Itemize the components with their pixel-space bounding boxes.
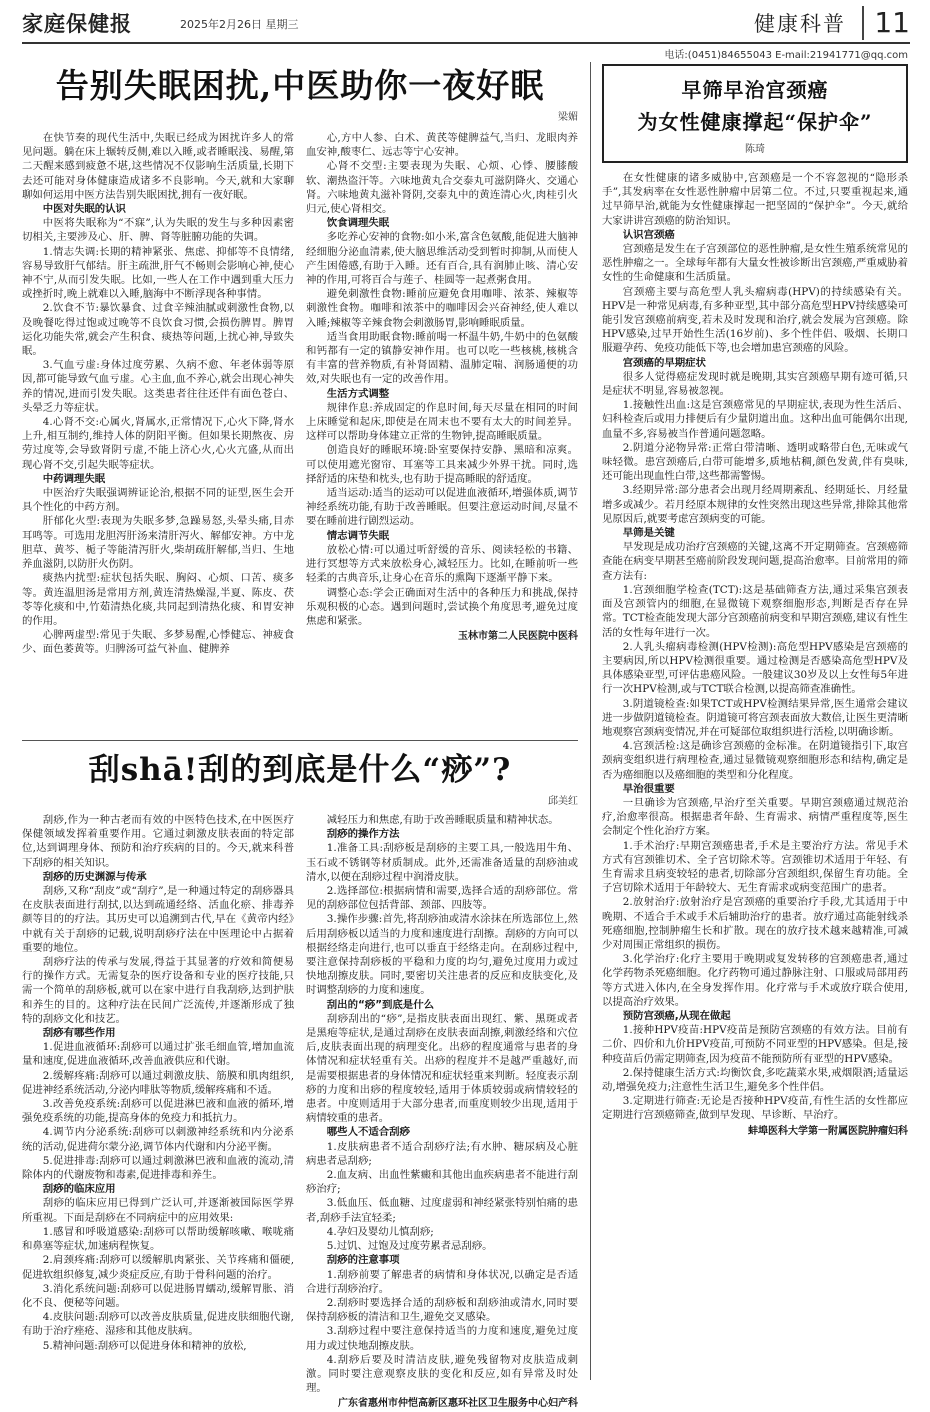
article-title: 告别失眠困扰,中医助你一夜好眠 — [55, 66, 545, 105]
paragraph: 1.接种HPV疫苗:HPV疫苗是预防宫颈癌的有效方法。目前有二价、四价和九价HPV疫苗,可预防不同亚型的HPV感染。但是,接种疫苗后仍需定期筛查,因为疫苗不能预防所有亚型的HPV感染。 — [602, 1024, 908, 1065]
article-guasha — [22, 748, 578, 1410]
paragraph: 2.阴道分泌物异常:正常白带清晰、透明或略带白色,无味或气味轻微。患宫颈癌后,白带可能增多,质地枯稠,颜色发黄,伴有臭味,还可能出现血性白带,这些都需警惕。 — [602, 441, 908, 483]
paragraph: 2.刮痧时要选择合适的刮痧板和刮痧油或清水,同时要保持刮痧板的清洁和卫生,避免交叉感染。 — [306, 1296, 578, 1324]
article-cervical-cancer — [602, 64, 908, 1380]
paragraph: 4.刮痧后要及时清洁皮肤,避免残留物对皮肤造成刺激。同时要注意观察皮肤的变化和反应,如有异常及时处理。 — [306, 1353, 578, 1395]
article-title-line: 为女性健康撑起“保护伞” — [637, 110, 873, 134]
paragraph: 4.宫颈活检:这是确诊宫颈癌的金标准。在阴道镜指引下,取宫颈病变组织进行病理检查,通过显微镜观察细胞形态和结构,确定是否为癌细胞以及癌细胞的类型和分化程度。 — [602, 740, 908, 781]
paragraph: 3.消化系统问题:刮痧可以促进肠胃蠕动,缓解胃胀、消化不良、便秘等问题。 — [22, 1282, 294, 1309]
article-insomnia — [22, 64, 578, 722]
paragraph: 肝郁化火型:表现为失眠多梦,急躁易怒,头晕头痛,目赤耳鸣等。可选用龙胆泻肝汤来清肝泻火、解郁安神。方中龙胆草、黄芩、栀子等能清泻肝火,柴胡疏肝解郁,当归、生地养血滋阴,以防肝火伤阴。 — [22, 515, 294, 571]
article-title: 刮shā!刮的到底是什么“痧”? — [88, 752, 512, 788]
paragraph: 4.皮肤问题:刮痧可以改善皮肤质量,促进皮肤细胞代谢,有助于治疗痤疮、湿疹和其他皮肤病。 — [22, 1311, 294, 1338]
paragraph: 3.刮痧过程中要注意保持适当的力度和速度,避免过度用力或过快地刮擦皮肤。 — [306, 1325, 578, 1352]
article-column — [602, 171, 908, 1371]
subheading: 中医对失眠的认识 — [42, 203, 126, 216]
section-title: 健康科普 — [754, 12, 846, 36]
paragraph: 3.经期异常:部分患者会出现月经周期紊乱、经期延长、月经量增多或减少。若月经原本规律的女性突然出现这些异常,排除其他常见原因后,就要考虑宫颈病变的可能。 — [602, 484, 908, 525]
paragraph: 刮痧,作为一种古老而有效的中医特色技术,在中医医疗保健领域发挥着重要作用。它通过刺激皮肤表面的特定部位,达到调理身体、预防和治疗疾病的目的。今天,就来科普下刮痧的相关知识。 — [22, 814, 294, 869]
subheading: 刮痧的临床应用 — [42, 1183, 116, 1196]
article-column — [22, 813, 294, 1373]
paragraph: 1.促进血液循环:刮痧可以通过扩张毛细血管,增加血流量和速度,促进血液循环,改善血液供应和代谢。 — [22, 1041, 294, 1068]
paragraph: 1.宫颈细胞学检查(TCT):这是基础筛查方法,通过采集宫颈表面及宫颈管内的细胞,在显微镜下观察细胞形态,判断是否存在异常。TCT检查能发现大部分宫颈癌前病变和早期宫颈癌,建议有性生活的女性每年进行一次。 — [602, 583, 908, 639]
paragraph: 多吃养心安神的食物:如小米,富含色氨酸,能促进大脑神经细胞分泌血清素,使大脑思维活动受到暂时抑制,从而使人产生困倦感,有助于入睡。还有百合,具有润肺止咳、清心安神的作用,可将百合与莲子、桂圆等一起煮粥食用。 — [306, 231, 578, 287]
paragraph: 3.阴道镜检查:如果TCT或HPV检测结果异常,医生通常会建议进一步做阴道镜检查。阴道镜可将宫颈表面放大数倍,让医生更清晰地观察宫颈病变情况,并在可疑部位取组织进行活检,以明确诊断。 — [602, 697, 908, 738]
paragraph: 3.气血亏虚:身体过度劳累、久病不愈、年老体弱等原因,都可能导致气血亏虚。心主血,血不养心,就会出现心神失养的情况,进而引发失眠。这类患者往往还伴有面色苍白、头晕乏力等症状。 — [22, 359, 294, 414]
subheading: 刮痧的注意事项 — [326, 1254, 400, 1267]
paragraph: 适当运动:适当的运动可以促进血液循环,增强体质,调节神经系统功能,有助于改善睡眠。但要注意运动时间,尽量不要在睡前进行剧烈运动。 — [306, 487, 578, 528]
paragraph: 避免刺激性食物:睡前应避免食用咖啡、浓茶、辣椒等刺激性食物。咖啡和浓茶中的咖啡因会兴奋神经,使人难以入睡;辣椒等辛辣食物会刺激肠胃,影响睡眠质量。 — [306, 288, 578, 329]
masthead-rule — [22, 42, 910, 44]
paragraph: 痰热内扰型:症状包括失眠、胸闷、心烦、口苦、痰多等。黄连温胆汤是常用方剂,黄连清热燥湿,半夏、陈皮、茯苓等化痰和中,竹茹清热化痰,共同起到清热化痰、和胃安神的作用。 — [22, 572, 294, 627]
subheading: 情志调节失眠 — [326, 529, 390, 542]
subheading: 早治很重要 — [622, 782, 675, 795]
paragraph: 2.保持健康生活方式:均衡饮食,多吃蔬菜水果,戒烟限酒;适量运动,增强免疫力;注意性生活卫生,避免多个性伴侣。 — [602, 1066, 908, 1093]
paragraph: 中医治疗失眠强调辨证论治,根据不同的证型,医生会开具个性化的中药方剂。 — [22, 487, 294, 514]
paragraph: 一旦确诊为宫颈癌,早治疗至关重要。早期宫颈癌通过规范治疗,治愈率很高。根据患者年龄、生育需求、病情严重程度等,医生会制定个性化治疗方案。 — [602, 796, 908, 838]
subheading: 宫颈癌的早期症状 — [622, 356, 706, 369]
paragraph: 2.放射治疗:放射治疗是宫颈癌的重要治疗手段,尤其适用于中晚期、不适合手术或手术后辅助治疗的患者。放疗通过高能射线杀死癌细胞,控制肿瘤生长和扩散。现在的放疗技术越来越精准,可减少对周围正常组织的损伤。 — [602, 896, 908, 951]
paragraph: 适当食用助眠食物:睡前喝一杯温牛奶,牛奶中的色氨酸和钙都有一定的镇静安神作用。也可以吃一些核桃,核桃含有丰富的营养物质,有补肾固精、温肺定喘、润肠通便的功效,对失眠也有一定的改善作用。 — [306, 330, 578, 386]
paragraph: 放松心情:可以通过听舒缓的音乐、阅读轻松的书籍、进行冥想等方式来放松身心,减轻压力。比如,在睡前听一些轻柔的古典音乐,让身心在音乐的熏陶下逐渐平静下来。 — [306, 543, 578, 585]
subheading: 预防宫颈癌,从现在做起 — [622, 1009, 731, 1022]
paragraph: 2.缓解疼痛:刮痧可以通过刺激皮肤、筋膜和肌肉组织,促进神经系统活动,分泌内啡肽等物质,缓解疼痛和不适。 — [22, 1069, 294, 1096]
paragraph: 4.孕妇及婴幼儿慎刮痧; — [326, 1225, 434, 1238]
subheading: 生活方式调整 — [326, 387, 390, 400]
paragraph: 在女性健康的诸多威胁中,宫颈癌是一个不容忽视的“隐形杀手”,其发病率在女性恶性肿瘤中居第二位。不过,只要重视起来,通过早筛早治,就能为女性健康撑起一把坚固的“保护伞”。今天,就给大家讲讲宫颈癌的防治知识。 — [602, 172, 908, 227]
paragraph: 刮痧,又称“刮皮”或“刮疗”,是一种通过特定的刮痧器具在皮肤表面进行刮拭,以达到疏通经络、活血化瘀、排毒养颜等目的的疗法。其历史可以追溯到古代,早在《黄帝内经》中就有关于刮痧的记载,说明刮痧疗法在中医理论中占据着重要的地位。 — [22, 885, 294, 954]
paragraph: 3.操作步骤:首先,将刮痧油或清水涂抹在所选部位上,然后用刮痧板以适当的力度和速度进行刮擦。刮痧的方向可以根据经络走向进行,也可以垂直于经络走向。在刮痧过程中,要注意保持刮痧板的平稳和力度的均匀,避免过度用力或过快地刮擦皮肤。同时,要密切关注患者的反应和皮肤变化,及时调整刮痧的力度和速度。 — [306, 913, 578, 997]
paragraph: 1.准备工具:刮痧板是刮痧的主要工具,一般选用牛角、玉石或不锈钢等材质制成。此外,还需准备适量的刮痧油或清水,以便在刮痧过程中润滑皮肤。 — [306, 842, 578, 883]
paragraph: 2.人乳头瘤病毒检测(HPV检测):高危型HPV感染是宫颈癌的主要病因,所以HPV检测很重要。通过检测是否感染高危型HPV及具体感染亚型,可评估患癌风险。一般建议30岁及以上女性每5年进行一次HPV检测,或与TCT联合检测,以提高筛查准确性。 — [602, 640, 908, 696]
paragraph: 减轻压力和焦虑,有助于改善睡眠质量和精神状态。 — [326, 814, 559, 826]
paragraph: 4.调节内分泌系统:刮痧可以刺激神经系统和内分泌系统的活动,促进荷尔蒙分泌,调节体内代谢和内分泌平衡。 — [22, 1126, 294, 1153]
paragraph: 3.定期进行筛查:无论是否接种HPV疫苗,有性生活的女性都应定期进行宫颈癌筛查,做到早发现、早诊断、早治疗。 — [602, 1095, 908, 1122]
paragraph: 心脾两虚型:常见于失眠、多梦易醒,心悸健忘、神疲食少、面色萎黄等。归脾汤可益气补血、健脾养 — [22, 629, 294, 656]
paragraph: 调整心态:学会正确面对生活中的各种压力和挑战,保持乐观积极的心态。遇到问题时,尝试换个角度思考,避免过度焦虑和紧张。 — [306, 586, 578, 627]
paragraph: 规律作息:养成固定的作息时间,每天尽量在相同的时间上床睡觉和起床,即使是在周末也不要有太大的时间差异。这样可以帮助身体建立正常的生物钟,提高睡眠质量。 — [306, 401, 578, 443]
paragraph: 1.刮痧前要了解患者的病情和身体状况,以确定是否适合进行刮痧治疗。 — [306, 1268, 578, 1295]
article-credit: 广东省惠州市仲恺高新区惠环社区卫生服务中心妇产科 — [338, 1398, 578, 1410]
subheading: 刮痧有哪些作用 — [42, 1027, 116, 1040]
article-column — [306, 131, 578, 721]
article-author: 梁媚 — [558, 112, 578, 123]
paragraph: 早发现是成功治疗宫颈癌的关键,这离不开定期筛查。宫颈癌筛查能在病变早期甚至癌前阶段发现问题,提高治愈率。目前常用的筛查方法有: — [602, 541, 908, 582]
subheading: 认识宫颈癌 — [622, 228, 675, 241]
paragraph: 5.过饥、过饱及过度劳累者忌刮痧。 — [326, 1240, 493, 1253]
paragraph: 刮痧疗法的传承与发展,得益于其显著的疗效和简便易行的操作方式。无需复杂的医疗设备和专业的医疗技能,只需一个简单的刮痧板,就可以在家中进行自我刮痧,达到护肤和养生的目的。这种疗法在民间广泛流传,并逐渐形成了独特的刮痧文化和技艺。 — [22, 956, 294, 1025]
subheading: 早筛是关键 — [622, 527, 675, 540]
paragraph: 4.心肾不交:心属火,肾属水,正常情况下,心火下降,肾水上升,相互制约,维持人体的阴阳平衡。但如果长期熬夜、房劳过度等,会导致肾阴亏虚,不能上济心火,心火亢盛,从而出现心肾不交,引起失眠等症状。 — [22, 416, 294, 471]
paragraph: 中医将失眠称为“不寐”,认为失眠的发生与多种因素密切相关,主要涉及心、肝、脾、肾等脏腑功能的失调。 — [22, 217, 294, 244]
paragraph: 1.感冒和呼吸道感染:刮痧可以帮助缓解咳嗽、喉咙痛和鼻塞等症状,加速病程恢复。 — [22, 1225, 294, 1253]
contact-info: 电话:(0451)84655043 E-mail:21941771@qq.com — [664, 50, 908, 61]
section-divider — [22, 740, 578, 741]
article-author: 陈琦 — [745, 144, 765, 155]
paragraph: 刮痧刮出的“痧”,是指皮肤表面出现红、紫、黑斑或者是黑疱等症状,是通过刮痧在皮肤表面刮擦,刺激经络和穴位后,皮肤表面出现的病理变化。出痧的程度通常与患者的身体情况和症状轻重有关。出痧的程度并不是越严重越好,而是需要根据患者的身体情况和症状轻重来判断。轻度表示刮痧的力度和出痧的程度较轻,适用于体质较弱或病情较轻的患者。中度则适用于大部分患者,而重度则较少出现,适用于病情较重的患者。 — [306, 1012, 578, 1125]
paragraph: 3.化学治疗:化疗主要用于晚期或复发转移的宫颈癌患者,通过化学药物杀死癌细胞。化疗药物可通过静脉注射、口服或局部用药等方式进入体内,在全身发挥作用。化疗常与手术或放疗联合使用,以提高治疗效果。 — [602, 953, 908, 1008]
paragraph: 5.精神问题:刮痧可以促进身体和精神的放松, — [42, 1339, 247, 1352]
paragraph: 宫颈癌是发生在子宫颈部位的恶性肿瘤,是女性生殖系统常见的恶性肿瘤之一。全球每年都有大量女性被诊断出宫颈癌,严重威胁着女性的生命健康和生活质量。 — [602, 243, 908, 284]
subheading: 刮出的“痧”到底是什么 — [326, 998, 434, 1011]
article-column — [306, 813, 578, 1410]
paragraph: 3.改善免疫系统:刮痧可以促进淋巴液和血液的循环,增强免疫系统的功能,提高身体的免疫力和抵抗力。 — [22, 1098, 294, 1125]
paragraph: 1.接触性出血:这是宫颈癌常见的早期症状,表现为性生活后、妇科检查后或用力排便后有少量阴道出血。这种出血可能偶尔出现,血量不多,容易被当作普通问题忽略。 — [602, 399, 908, 440]
paragraph: 在快节奏的现代生活中,失眠已经成为困扰许多人的常见问题。躺在床上辗转反侧,难以入睡,或者睡眠浅、易醒,第二天醒来感到疲惫不堪,这些情况不仅影响生活质量,长期下去还可能对身体健康造成诸多不良影响。今天,就和大家聊聊如何运用中医方法告别失眠困扰,拥有一夜好眠。 — [22, 132, 294, 201]
article-column — [22, 131, 294, 721]
paragraph: 2.血友病、出血性紫癜和其他出血疾病患者不能进行刮痧治疗; — [306, 1169, 578, 1196]
paragraph: 刮痧的临床应用已得到广泛认可,并逐渐被国际医学界所重视。下面是刮痧在不同病症中的应用效果: — [22, 1197, 294, 1224]
article-title-line: 早筛早治宫颈癌 — [681, 78, 829, 102]
paragraph: 心,方中人参、白术、黄芪等健脾益气,当归、龙眼肉养血安神,酸枣仁、远志等宁心安神。 — [306, 132, 578, 159]
issue-date: 2025年2月26日 星期三 — [180, 18, 299, 31]
paragraph: 很多人觉得癌症发现时就是晚期,其实宫颈癌早期有迹可循,只是症状不明显,容易被忽视。 — [602, 370, 908, 398]
subheading: 刮痧的操作方法 — [326, 828, 400, 841]
paragraph: 2.选择部位:根据病情和需要,选择合适的刮痧部位。常见的刮痧部位包括背部、颈部、四肢等。 — [306, 885, 578, 912]
page-number: 11 — [862, 6, 910, 40]
paragraph: 创造良好的睡眠环境:卧室要保持安静、黑暗和凉爽。可以使用遮光窗帘、耳塞等工具来减少外界干扰。同时,选择舒适的床垫和枕头,也有助于提高睡眠的舒适度。 — [306, 444, 578, 485]
paragraph: 5.促进排毒:刮痧可以通过刺激淋巴液和血液的流动,清除体内的代谢废物和毒素,促进排毒和养生。 — [22, 1154, 294, 1182]
article-author: 邱美红 — [548, 796, 578, 807]
paragraph: 2.饮食不节:暴饮暴食、过食辛辣油腻或刺激性食物,以及晚餐吃得过饱或过晚等不良饮食习惯,会损伤脾胃。脾胃运化功能失常,就会产生积食、痰热等问题,上扰心神,导致失眠。 — [22, 302, 294, 358]
subheading: 哪些人不适合刮痧 — [326, 1126, 410, 1139]
paragraph: 1.手术治疗:早期宫颈癌患者,手术是主要治疗方法。常见手术方式有宫颈锥切术、全子宫切除术等。宫颈锥切术适用于年轻、有生育需求且病变较轻的患者,切除部分宫颈组织,保留生育功能。全子宫切除术适用于年龄较大、无生育需求或病变范围广的患者。 — [602, 839, 908, 895]
article-credit: 玉林市第二人民医院中医科 — [458, 631, 578, 643]
paragraph: 1.情志失调:长期的精神紧张、焦虑、抑郁等不良情绪,容易导致肝气郁结。肝主疏泄,肝气不畅则会影响心神,使心神不宁,从而引发失眠。比如,一些人在工作中遇到重大压力或挫折时,晚上就难以入睡,脑海中不断浮现各种事情。 — [22, 245, 294, 301]
paragraph: 2.肩颈疼痛:刮痧可以缓解肌肉紧张、关节疼痛和僵硬,促进软组织修复,减少炎症反应,有助于骨科问题的治疗。 — [22, 1254, 294, 1281]
subheading: 饮食调理失眠 — [326, 217, 390, 230]
article-credit: 蚌埠医科大学第一附属医院肿瘤妇科 — [748, 1125, 908, 1137]
paragraph: 1.皮肤病患者不适合刮痧疗法;有水肿、糖尿病及心脏病患者忌刮痧; — [306, 1140, 578, 1167]
paper-name: 家庭保健报 — [22, 12, 132, 36]
paragraph: 3.低血压、低血糖、过度虚弱和神经紧张特别怕痛的患者,刮痧手法宜轻柔; — [306, 1197, 578, 1224]
paragraph: 心肾不交型:主要表现为失眠、心烦、心悸、腰膝酸软、潮热盗汗等。六味地黄丸合交泰丸可滋阴降火、交通心肾。六味地黄丸滋补肾阴,交泰丸中的黄连清心火,肉桂引火归元,使心肾相交。 — [306, 160, 578, 216]
subheading: 刮痧的历史渊源与传承 — [42, 870, 147, 883]
subheading: 中药调理失眠 — [42, 472, 106, 485]
column-divider — [590, 62, 591, 1380]
paragraph: 宫颈癌主要与高危型人乳头瘤病毒(HPV)的持续感染有关。HPV是一种常见病毒,有多种亚型,其中部分高危型HPV持续感染可能引发宫颈癌前病变,若未及时发现和治疗,就会发展为宫颈癌。除HPV感染,过早开始性生活(16岁前)、多个性伴侣、吸烟、长期口服避孕药、免疫功能低下等,也会增加患宫颈癌的风险。 — [602, 285, 908, 355]
article-title-box — [602, 64, 908, 163]
